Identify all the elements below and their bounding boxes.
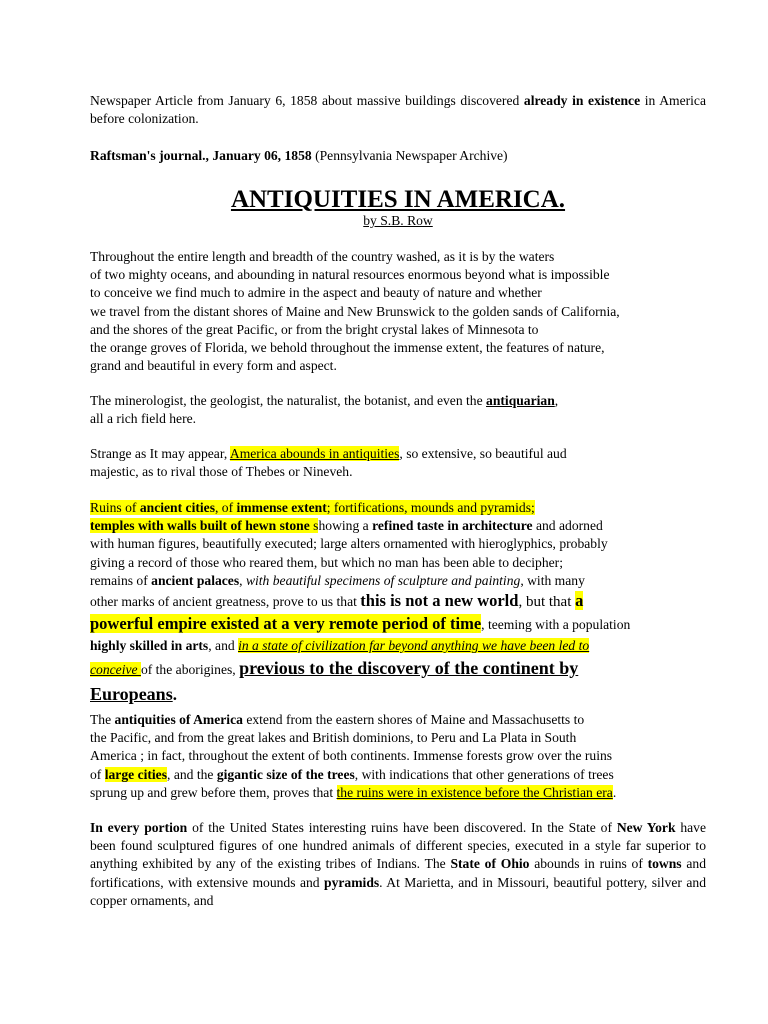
p4-text: , teeming with a population xyxy=(481,617,631,633)
p4-hl: s xyxy=(309,518,319,534)
p5-text: , with indications that other generations of trees xyxy=(354,766,614,782)
p4-hl-italic: in a state of civilization far beyond anything we have been led to xyxy=(238,638,590,654)
p5-text: . xyxy=(612,784,617,800)
p5-line: America ; in fact, throughout the extent of both continents. Immense forests grow over the ruins xyxy=(90,748,613,764)
p5-bold: antiquities of America xyxy=(114,712,243,727)
p4-hl: , of xyxy=(214,500,237,515)
p4-line: giving a record of those who reared them, but which no man has been able to decipher; xyxy=(90,554,563,570)
p2-line: all a rich field here. xyxy=(90,411,197,427)
p4-bigger: previous to the discovery of the continent by xyxy=(239,658,579,679)
p4-hl: Ruins of xyxy=(90,500,140,515)
p2-comma: , xyxy=(554,393,559,408)
intro-text-end: in America before colonization. xyxy=(90,93,706,127)
p2-text: The minerologist, the geologist, the naturalist, the botanist, and even the xyxy=(90,393,487,408)
p4-hl-bold: ancient cities xyxy=(139,500,215,515)
intro-text: Newspaper Article from January 6, 1858 about massive buildings discovered xyxy=(90,93,524,108)
p4-big-hl: powerful empire existed at a very remote period of time xyxy=(90,614,482,634)
p4-hl: ; fortifications, mounds and pyramids; xyxy=(326,500,535,515)
p5-hl: large cities xyxy=(104,766,168,782)
p1-line: grand and beautiful in every form and aspect. xyxy=(90,358,337,374)
p1-line: we travel from the distant shores of Maine and New Brunswick to the golden sands of California, xyxy=(90,303,620,319)
p6-text: abounds in ruins of xyxy=(529,856,648,872)
p3-highlight: America abounds in antiquities xyxy=(229,446,400,461)
p3-text: Strange as It may appear, xyxy=(90,446,230,461)
p4-text: , and xyxy=(208,638,239,654)
p6-bold: New York xyxy=(616,820,676,835)
p5-text: sprung up and grew before them, proves that xyxy=(90,784,337,800)
p6-text: and fortifications, with extensive mounds and xyxy=(90,856,706,890)
p5-text: The xyxy=(90,712,115,727)
p4-bigger: Europeans xyxy=(90,684,173,705)
p5-bold: gigantic size of the trees xyxy=(216,766,355,782)
paragraph-5 xyxy=(90,711,706,802)
paragraph-4 xyxy=(90,499,728,708)
paragraph-2 xyxy=(90,392,728,428)
p6-text: . At Marietta, and in Missouri, beautiful pottery, silver and copper ornaments, and xyxy=(90,874,706,908)
p5-hl: the ruins were in existence before the Christian era xyxy=(336,784,613,800)
p4-big-hl: a xyxy=(575,591,584,611)
paragraph-3 xyxy=(90,445,728,481)
p4-text: , with many xyxy=(520,572,585,588)
source-line xyxy=(90,147,706,165)
p4-line: with human figures, beautifully executed; large alters ornamented with hieroglyphics, probably xyxy=(90,536,608,552)
article-byline: by S.B. Row xyxy=(363,213,433,228)
p2-antiquarian: antiquarian xyxy=(486,393,555,408)
p3-line: majestic, as to rival those of Thebes or Nineveh. xyxy=(90,464,353,480)
p6-bold: pyramids xyxy=(324,874,380,890)
source-archive: (Pennsylvania Newspaper Archive) xyxy=(311,148,508,163)
p6-bold: towns xyxy=(647,856,682,872)
p4-hl-bold: immense extent xyxy=(236,500,327,515)
p4-text: , but that xyxy=(518,594,576,611)
p4-text: other marks of ancient greatness, prove to us that xyxy=(90,594,361,610)
p4-text: remains of xyxy=(90,572,152,588)
p4-hl-italic: conceive xyxy=(90,662,141,678)
p5-text: of xyxy=(90,766,105,782)
p4-big: this is not a new world xyxy=(360,591,519,611)
paragraph-6 xyxy=(90,819,706,910)
paragraph-1 xyxy=(90,248,728,375)
p6-bold: In every portion xyxy=(90,820,188,835)
p4-bold: refined taste in architecture xyxy=(372,518,533,534)
p5-line: the Pacific, and from the great lakes and British dominions, to Peru and La Plata in South xyxy=(90,730,577,746)
p5-text: , and the xyxy=(167,766,217,782)
p1-line: the orange groves of Florida, we behold throughout the immense extent, the features of nature, xyxy=(90,340,605,356)
p4-bold: ancient palaces xyxy=(151,572,240,588)
intro-bold: already in existence xyxy=(523,93,641,108)
p3-text-end: , so extensive, so beautiful aud xyxy=(399,446,567,461)
p4-text: howing a xyxy=(318,518,373,534)
p4-text: of the aborigines, xyxy=(140,662,240,678)
intro-paragraph xyxy=(90,92,706,128)
p1-line: to conceive we find much to admire in the aspect and beauty of nature and whether xyxy=(90,285,542,301)
p4-text: . xyxy=(172,685,177,705)
article-title: ANTIQUITIES IN AMERICA. xyxy=(230,186,566,213)
p1-line: and the shores of the great Pacific, or from the bright crystal lakes of Minnesota to xyxy=(90,321,539,337)
p4-bold: highly skilled in arts xyxy=(90,638,209,654)
p6-bold: State of Ohio xyxy=(450,856,530,872)
p4-hl-bold: temples with walls built of hewn stone xyxy=(90,518,310,534)
p6-text: have been found sculptured figures of one hundred animals of different species, executed in a style far superior to anything exhibited by any of the existing tribes of Indians. The xyxy=(90,820,707,872)
p6-text: of the United States interesting ruins have been discovered. In the State of xyxy=(187,820,617,835)
p4-text: , xyxy=(239,572,246,588)
p4-text: and adorned xyxy=(532,518,603,534)
p5-text: extend from the eastern shores of Maine and Massachusetts to xyxy=(242,712,585,727)
source-journal: Raftsman's journal., January 06, 1858 xyxy=(90,148,312,163)
p1-line: of two mighty oceans, and abounding in natural resources enormous beyond what is impossible xyxy=(90,267,610,283)
p4-italic: with beautiful specimens of sculpture and painting xyxy=(245,572,521,588)
p1-line: Throughout the entire length and breadth of the country washed, as it is by the waters xyxy=(90,249,555,264)
